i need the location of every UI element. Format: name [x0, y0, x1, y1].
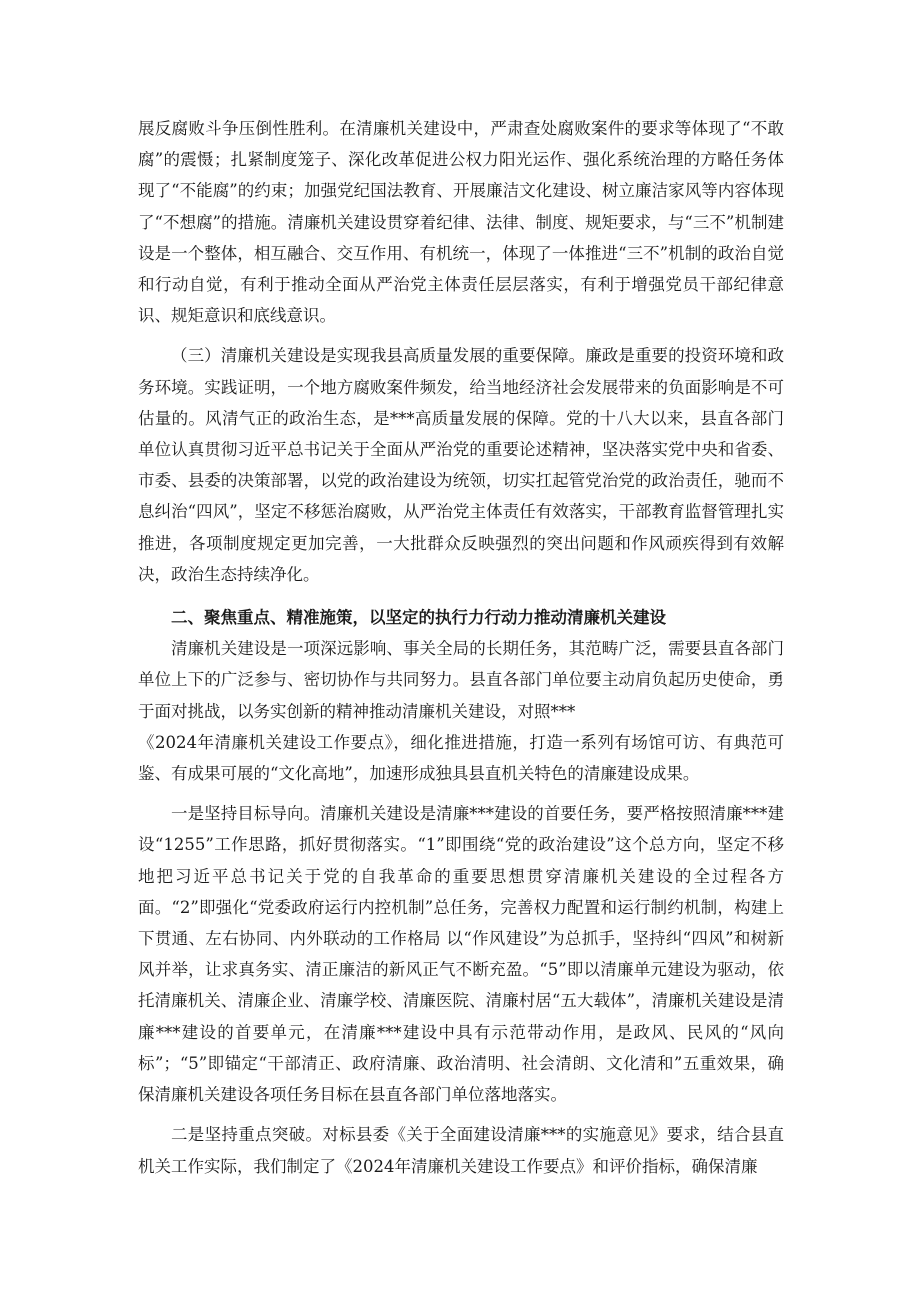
paragraph-6: 二是坚持重点突破。对标县委《关于全面建设清廉***的实施意见》要求，结合县直机关工作实际，我们制定了《2024年清廉机关建设工作要点》和评价指标，确保清廉	[138, 1125, 784, 1176]
paragraph-3: 清廉机关建设是一项深远影响、事关全局的长期任务，其范畴广泛，需要县直各部门单位上下的广泛参与、密切协作与共同努力。县直各部门单位要主动肩负起历史使命，勇于面对挑战，以务实创新的精神推动清廉机关建设，对照***	[138, 639, 784, 721]
paragraph-1: 展反腐败斗争压倒性胜利。在清廉机关建设中，严肃查处腐败案件的要求等体现了“不敢腐”的震慑；扎紧制度笼子、深化改革促进公权力阳光运作、强化系统治理的方略任务体现了“不能腐”的约束；加强党纪国法教育、开展廉洁文化建设、树立廉洁家风等内容体现了“不想腐”的措施。清廉机关建设贯穿着纪律、法律、制度、规矩要求，与“三不”机制建设是一个整体，相互融合、交互作用、有机统一，体现了一体推进“三不”机制的政治自觉和行动自觉，有利于推动全面从严治党主体责任层层落实，有利于增强党员干部纪律意识、规矩意识和底线意识。	[138, 119, 784, 326]
paragraph-5: 一是坚持目标导向。清廉机关建设是清廉***建设的首要任务，要严格按照清廉***建设“1255”工作思路，抓好贯彻落实。“1”即围绕“党的政治建设”这个总方向，坚定不移地把习近平总书记关于党的自我革命的重要思想贯穿清廉机关建设的全过程各方面。“2”即强化“党委政府运行内控机制”总任务，完善权力配置和运行制约机制，构建上下贯通、左右协同、内外联动的工作格局 以“作风建设”为总抓手，坚持纠“四风”和树新风并举，让求真务实、清正廉洁的新风正气不断充盈。“5”即以清廉单元建设为驱动，依托清廉机关、清廉企业、清廉学校、清廉医院、清廉村居“五大载体”，清廉机关建设是清廉***建设的首要单元，在清廉***建设中具有示范带动作用，是政风、民风的“风向标”；“5”即锚定“干部清正、政府清廉、政治清明、社会清朗、文化清和”五重效果，确保清廉机关建设各项任务目标在县直各部门单位落地落实。	[138, 804, 784, 1105]
paragraph-2: （三）清廉机关建设是实现我县高质量发展的重要保障。廉政是重要的投资环境和政务环境。实践证明，一个地方腐败案件频发，给当地经济社会发展带来的负面影响是不可估量的。风清气正的政治生态，是***高质量发展的保障。党的十八大以来，县直各部门单位认真贯彻习近平总书记关于全面从严治党的重要论述精神，坚决落实党中央和省委、市委、县委的决策部署，以党的政治建设为统领，切实扛起管党治党的政治责任，驰而不息纠治“四风”，坚定不移惩治腐败，从严治党主体责任有效落实，干部教育监督管理扎实推进，各项制度规定更加完善，一大批群众反映强烈的突出问题和作风顽疾得到有效解决，政治生态持续净化。	[138, 346, 784, 584]
document-body	[138, 113, 784, 1182]
section-heading: 二、聚焦重点、精准施策，以坚定的执行力行动力推动清廉机关建设	[171, 608, 666, 628]
paragraph-4: 《2024年清廉机关建设工作要点》，细化推进措施，打造一系列有场馆可访、有典范可鉴、有成果可展的“文化高地”，加速形成独具县直机关特色的清廉建设成果。	[138, 732, 784, 784]
